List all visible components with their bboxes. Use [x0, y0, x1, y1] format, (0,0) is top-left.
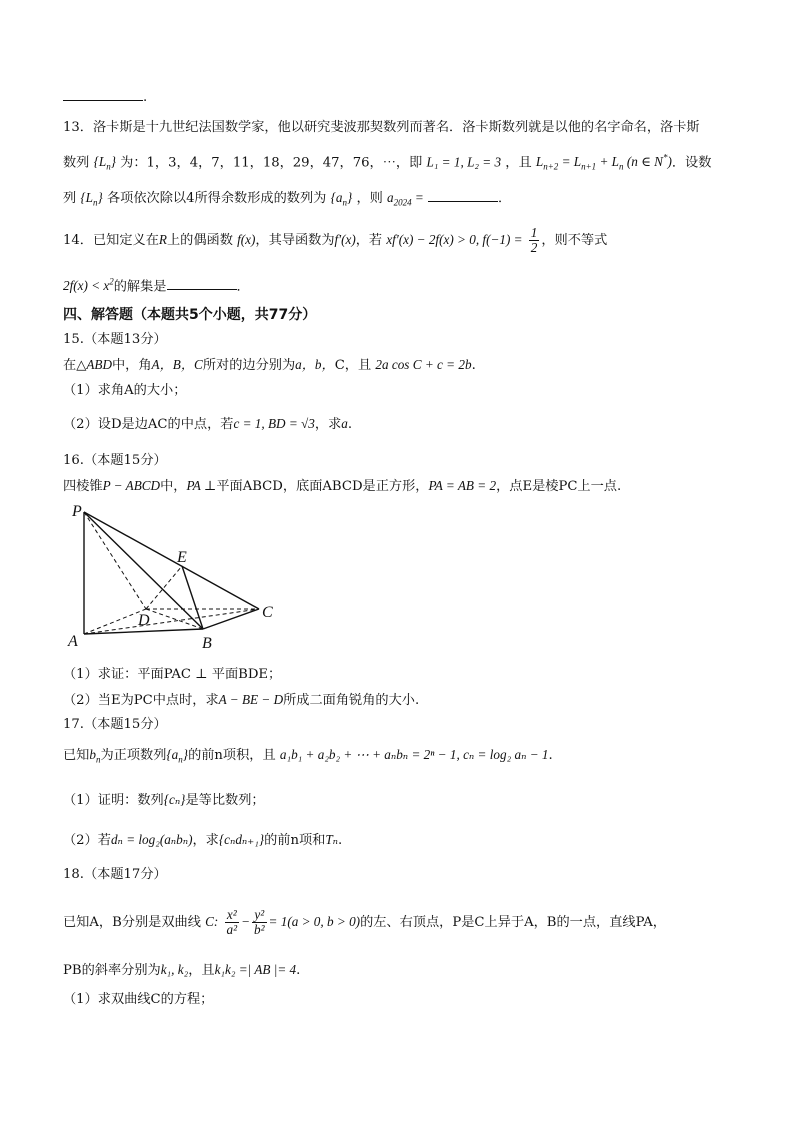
- q13-line3: 列 $\{L_n\}$ 各项依次除以4所得余数形成的数列为 $\{a_n\}$ ，则 $a_{2024}$ = ．: [63, 190, 512, 208]
- edge-BC: [203, 609, 259, 629]
- answer-blank: [63, 88, 143, 101]
- q15-header: 15.（本题13分）: [63, 332, 167, 347]
- q16-header: 16.（本题15分）: [63, 453, 167, 468]
- q16-part2: （2）当E为PC中点时，求A − BE − D所成二面角锐角的大小.: [63, 692, 420, 708]
- label-P: P: [72, 503, 82, 520]
- q17-header: 17.（本题15分）: [63, 717, 167, 732]
- q14-line1: 14．已知定义在R上的偶函数 f(x)，其导函数为f′(x)，若 xf′(x) − 2f(x) > 0, f(−1) = $\frac{1}{2}$ ，则不等式: [63, 225, 608, 255]
- q17-stem: 已知$b_n$为正项数列$\{a_n\}$的前n项积，且 a₁b₁ + a₂b₂ + ⋯ + aₙbₙ = 2ⁿ − 1, cₙ = log₂ aₙ − 1.: [63, 747, 553, 765]
- fraction-x2-a2: $\frac{\text{x²}}{\text{a²}}$: [226, 907, 238, 937]
- diagonal-BD: [146, 609, 203, 629]
- top-blank-line: .: [63, 88, 147, 108]
- pyramid-figure: [60, 500, 290, 658]
- fraction-one-half: $\frac{1}{2}$: [530, 225, 538, 255]
- q13-line1: 13．洛卡斯是十九世纪法国数学家，他以研究斐波那契数列而著名．洛卡斯数列就是以他的名字命名，洛卡斯: [63, 120, 700, 135]
- label-D: D: [138, 612, 150, 629]
- q13-line2: 数列 $\{L_n\}$ 为：1，3，4，7，11，18，29，47，76，⋯，即 L₁ = 1, L₂ = 3 ，且 $L_{n+2} = L_{n+1} + L_n$ (n ∈ N*)．设数: [63, 153, 712, 173]
- section-title: 四、解答题（本题共5个小题，共77分）: [63, 307, 317, 323]
- lucas-recurrence: $L_{n+2} = L_{n+1} + L_n$ (n ∈ N*): [535, 153, 672, 173]
- q14-line2: $2f(x) < x^2$的解集是 ．: [63, 277, 250, 295]
- q17-part2: （2）若dₙ = log₂(aₙbₙ)，求{cₙdₙ₊₁}的前n项和Tₙ.: [63, 832, 343, 848]
- q16-stem: 四棱锥P − ABCD中，PA ⊥平面ABCD，底面ABCD是正方形，PA = AB = 2，点E是棱PC上一点.: [63, 478, 622, 494]
- fraction-y2-b2: $\frac{\text{y²}}{\text{b²}}$: [253, 907, 265, 937]
- label-C: C: [262, 604, 273, 621]
- answer-blank: [428, 189, 498, 202]
- q18-part1: （1）求双曲线C的方程；: [63, 992, 214, 1007]
- q15-part2: （2）设D是边AC的中点，若c = 1, BD = √3，求a.: [63, 416, 353, 432]
- edge-AD: [84, 609, 146, 634]
- q16-part1: （1）求证：平面PAC ⊥ 平面BDE；: [63, 667, 282, 682]
- label-A: A: [68, 633, 78, 650]
- edge-PD: [84, 512, 146, 609]
- edge-PC: [84, 512, 259, 609]
- answer-blank: [167, 277, 237, 290]
- label-B: B: [202, 635, 212, 652]
- edge-AB: [84, 629, 203, 634]
- q17-part1: （1）证明：数列{cₙ}是等比数列；: [63, 792, 265, 808]
- q15-stem: 在△ABD中，角A，B，C所对的边分别为a，b，C，且 2a cos C + c = 2b.: [63, 357, 476, 373]
- label-E: E: [177, 549, 187, 566]
- q18-stem: 已知A，B分别是双曲线 C: $\frac{\text{x²}}{\text{a²}}$ − $\frac{\text{y²}}{\text{b²}}$ = 1(a > 0, b > 0)的左、右顶点，P是C上异于A，B的一点，直线PA，: [63, 907, 666, 937]
- q15-part1: （1）求角A的大小；: [63, 383, 187, 398]
- q18-header: 18.（本题17分）: [63, 867, 167, 882]
- q18-line2: PB的斜率分别为k₁, k₂，且k₁k₂ =| AB |= 4.: [63, 962, 301, 978]
